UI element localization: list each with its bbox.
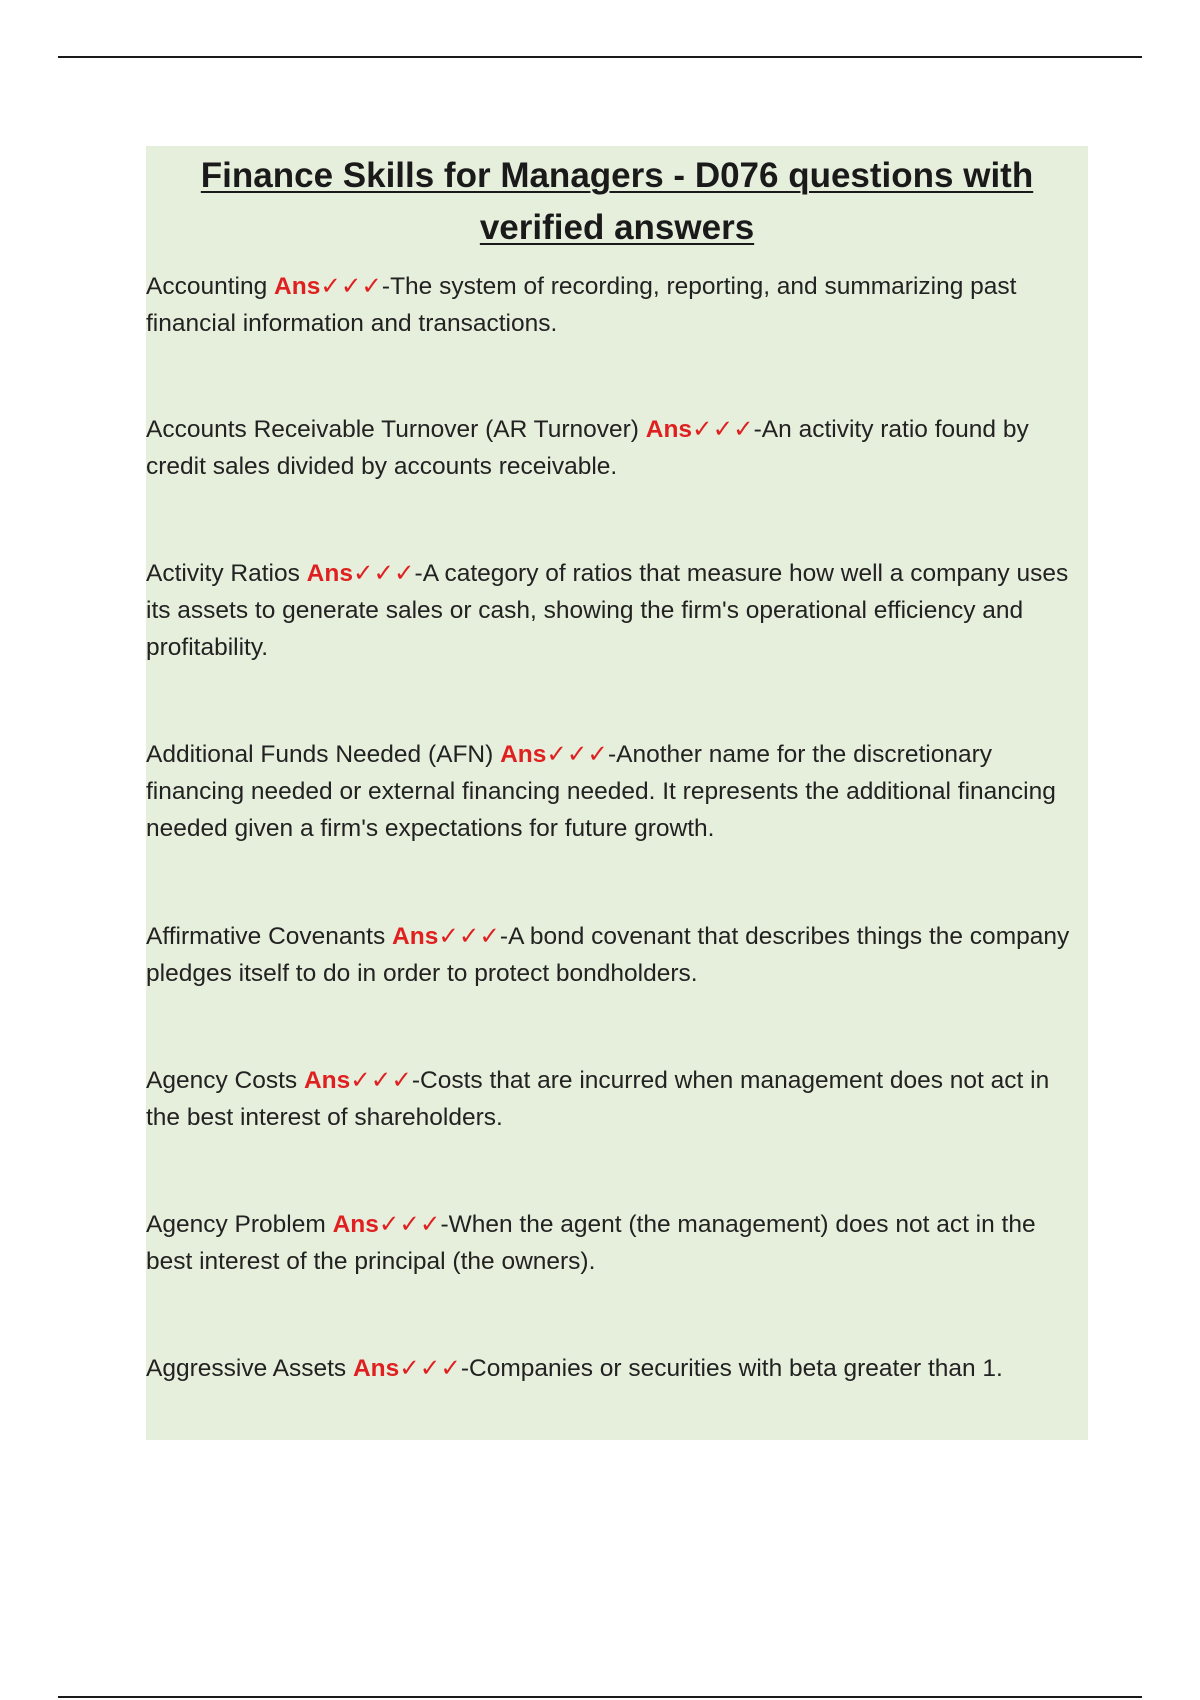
checkmark-icon: ✓✓✓ [378, 1211, 441, 1238]
answer-marker: Ans [332, 1211, 379, 1238]
bottom-rule [58, 1696, 1142, 1698]
checkmark-icon: ✓✓✓ [546, 741, 608, 768]
answer-marker: Ans [306, 560, 353, 587]
entry-activity-ratios [146, 555, 1088, 666]
entry-accounting [146, 268, 1088, 342]
entry-definition: -When the agent (the management) does not act in the best interest of the principal (the owners). [146, 1211, 1036, 1275]
entry-term: Additional Funds Needed (AFN) [146, 741, 501, 768]
checkmark-icon: ✓✓✓ [438, 923, 500, 950]
answer-marker: Ans [392, 923, 439, 950]
checkmark-icon: ✓✓✓ [399, 1355, 461, 1382]
entry-agency-problem [146, 1206, 1088, 1280]
entry-afn [146, 736, 1088, 847]
entry-term: Activity Ratios [146, 560, 307, 587]
entry-definition: -An activity ratio found by credit sales divided by accounts receivable. [146, 416, 1029, 480]
entry-term: Aggressive Assets [146, 1355, 353, 1382]
answer-marker: Ans [352, 1355, 400, 1382]
entry-definition: -A bond covenant that describes things the company pledges itself to do in order to protect bondholders. [146, 923, 1070, 987]
answer-marker: Ans [303, 1067, 351, 1094]
document-content [146, 146, 1088, 1440]
entry-term: Accounting [146, 273, 275, 300]
entry-term: Agency Problem [146, 1211, 333, 1238]
entry-term: Agency Costs [146, 1067, 304, 1094]
entry-term: Affirmative Covenants [146, 923, 393, 950]
entry-term: Accounts Receivable Turnover (AR Turnover) [146, 416, 646, 443]
entry-definition: -The system of recording, reporting, and summarizing past financial information and transactions. [146, 273, 1017, 337]
entry-definition: -A category of ratios that measure how well a company uses its assets to generate sales or cash, showing the firm's operational efficiency and profitability. [146, 560, 1069, 661]
checkmark-icon: ✓✓✓ [350, 1067, 412, 1094]
entry-affirmative-covenants [146, 918, 1088, 992]
checkmark-icon: ✓✓✓ [352, 560, 415, 587]
entry-aggressive-assets [146, 1350, 1088, 1387]
entry-definition: -Another name for the discretionary financing needed or external financing needed. It represents the additional financing needed given a firm's expectations for future growth. [146, 741, 1056, 842]
entry-definition: -Costs that are incurred when management does not act in the best interest of shareholders. [146, 1067, 1050, 1131]
entry-ar-turnover [146, 411, 1088, 485]
top-rule [58, 56, 1142, 58]
entry-agency-costs [146, 1062, 1088, 1136]
answer-marker: Ans [274, 273, 321, 300]
answer-marker: Ans [645, 416, 693, 443]
document-title: Finance Skills for Managers - D076 questions with verified answers [200, 156, 1034, 247]
entry-definition: -Companies or securities with beta greater than 1. [460, 1355, 1003, 1382]
answer-marker: Ans [500, 741, 547, 768]
checkmark-icon: ✓✓✓ [320, 273, 382, 300]
checkmark-icon: ✓✓✓ [692, 416, 754, 443]
